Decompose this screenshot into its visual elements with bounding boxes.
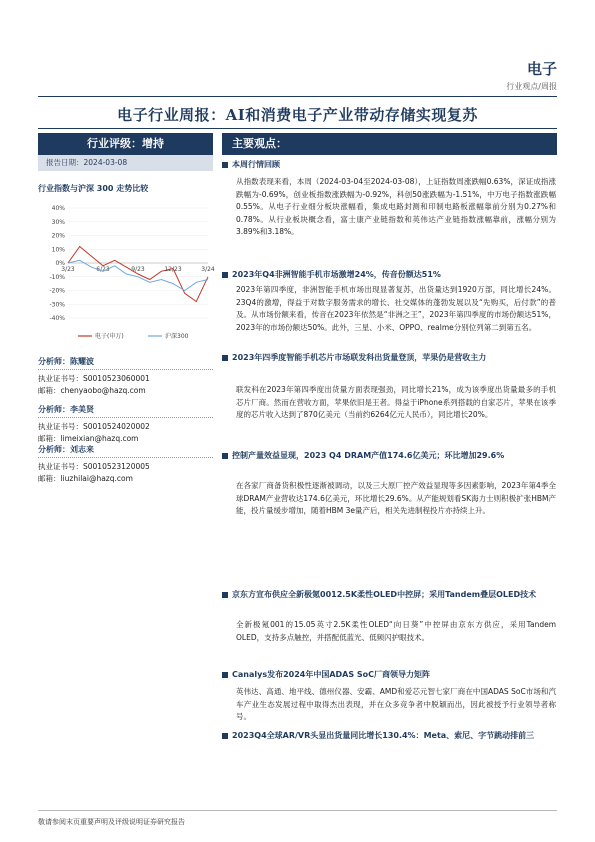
analyst-cert: 执业证书号：S0010523120005 [38,462,150,471]
page-title: 电子行业周报：AI和消费电子产业带动存储实现复苏 [117,106,478,124]
report-type: 行业观点/周报 [506,82,557,91]
bullet-square-icon [222,355,228,361]
bullet-square-icon [222,453,228,459]
x-tick-label: 3/23 [61,266,75,273]
point-title-4: 控制产量效益显现，2023 Q4 DRAM产值174.6亿美元；环比增加29.6% [222,450,557,462]
point-title-2: 2023年Q4非洲智能手机市场激增24%，传音份额达51% [222,269,557,281]
point-title-5: 京东方宣布供应全新极氪0012.5K柔性OLED中控屏；采用Tandem叠层OLED技术 [222,589,557,601]
point-title-7: 2023Q4全球AR/VR头显出货量同比增长130.4%：Meta、索尼、字节跳动排前三 [222,730,557,742]
point-body-5: 全新极氪001的15.05英寸2.5K柔性OLED“向日葵”中控屏由京东方供应，采用Tandem OLED，支持多点触控，并搭配低蓝光、低频闪护眼技术。 [236,620,556,642]
y-tick-label: -20% [49,287,65,295]
index-comparison-chart [38,198,213,348]
analyst-cert: 执业证书号：S0010523060001 [38,374,150,383]
x-tick-label: 3/24 [201,266,215,273]
point-body-1: 从指数表现来看，本周（2024-03-04至2024-03-08），上证指数周涨跌幅0.63%，深证成指涨跌幅为-0.69%，创业板指数涨跌幅为-0.92%，科创50涨跌幅为-1.51%，中万电子指数涨跌幅0.55%。从电子行业细分板块涨幅看，集成电路封测和印制电路板涨幅靠前分别为0.27%和0.78%。从行业板块概念看，富士康产业链指数和英伟达产业链指数涨幅靠前，涨幅分别为3.89%和3.18%。 [236,177,556,236]
point-title-3: 2023年四季度智能手机芯片市场联发科出货量登顶，苹果仍是营收主力 [222,352,557,364]
industry-name: 电子 [526,60,557,78]
divider [38,369,213,370]
rating-badge: 行业评级：增持 [38,133,213,155]
analyst-email: 邮箱：liuzhilai@hazq.com [38,474,133,483]
footer-divider [38,810,557,811]
bullet-square-icon [222,162,228,168]
analyst-email: 邮箱：limeixian@hazq.com [38,434,139,443]
y-tick-label: -30% [49,301,65,309]
chart-title: 行业指数与沪深 300 走势比较 [38,184,149,193]
analyst-block-3 [38,444,213,485]
analyst-name: 分析师：刘志来 [38,445,94,454]
bullet-square-icon [222,272,228,278]
title-divider [38,128,557,129]
point-body-2: 2023年第四季度，非洲智能手机市场出现显著复苏，出货量达到1920万部，同比增长24%。23Q4的激增，得益于对数字服务需求的增长、社交媒体的蓬勃发展以及“先购买，后付款”的普及。从市场份额来看，传音在2023年依然是“非洲之王”，2023年第四季度的市场份额达51%，2023年的市场份额达50%。此外，三星、小米、OPPO、realme分别位列第二到第五名。 [236,285,556,332]
point-title-1: 本周行情回顾 [222,159,557,171]
point-body-4: 在各家厂商备货积极性逐渐被调动，以及三大原厂控产效益显现等多因素影响，2023年第4季全球DRAM产业营收达174.6亿美元，环比增长29.6%。从产能规划看SK海力士则积极扩张HBM产能，投片量缓步增加，随着HBM 3e量产后，相关先进制程投片亦持续上升。 [236,481,556,515]
legend-label: 沪深300 [165,333,189,340]
analyst-name: 分析师：李美贤 [38,405,94,414]
y-tick-label: 20% [51,232,65,240]
analyst-block-2 [38,404,213,445]
divider [38,417,213,418]
analyst-name: 分析师：陈耀波 [38,357,94,366]
analyst-email: 邮箱：chenyaobo@hazq.com [38,386,146,395]
y-tick-label: -10% [49,273,65,281]
y-tick-label: 0% [55,260,65,267]
section-header: 主要观点： [222,133,557,155]
y-tick-label: -40% [49,315,65,322]
point-title-6: Canalys发布2024年中国ADAS SoC厂商领导力矩阵 [222,669,557,681]
y-tick-label: 40% [51,205,65,212]
y-tick-label: 30% [51,218,65,226]
divider [38,457,213,458]
series-line-0 [68,247,208,302]
footer-disclaimer: 敬请参阅末页重要声明及评级说明证券研究报告 [38,818,185,826]
series-line-1 [68,260,208,290]
analyst-cert: 执业证书号：S0010524020002 [38,422,150,431]
legend-label: 电子(申万) [95,333,124,340]
bullet-square-icon [222,592,228,598]
bullet-square-icon [222,733,228,739]
x-tick-label: 6/23 [96,266,110,273]
x-tick-label: 12/23 [164,266,182,273]
bullet-square-icon [222,672,228,678]
report-date: 报告日期：2024-03-08 [38,155,213,171]
y-tick-label: 10% [51,246,65,254]
point-body-6: 英伟达、高通、地平线、德州仪器、安霸、AMD和爱芯元智七家厂商在中国ADAS SoC市场和汽车产业生态发展过程中取得杰出表现，并在众多竞争者中脱颖而出，因此被授予行业领导者称号。 [236,687,556,721]
analyst-block-1 [38,356,213,397]
header-divider [38,96,557,97]
x-tick-label: 9/23 [131,266,145,273]
point-body-3: 联发科在2023年第四季度出货量方面表现强劲，同比增长21%，成为该季度出货量最多的手机芯片厂商。然而在营收方面，苹果依旧是王者。得益于iPhone系列搭载的自家芯片，苹果在该季度的芯片收入达到了870亿美元（当前约6264亿元人民币），同比增长20%。 [236,385,556,419]
